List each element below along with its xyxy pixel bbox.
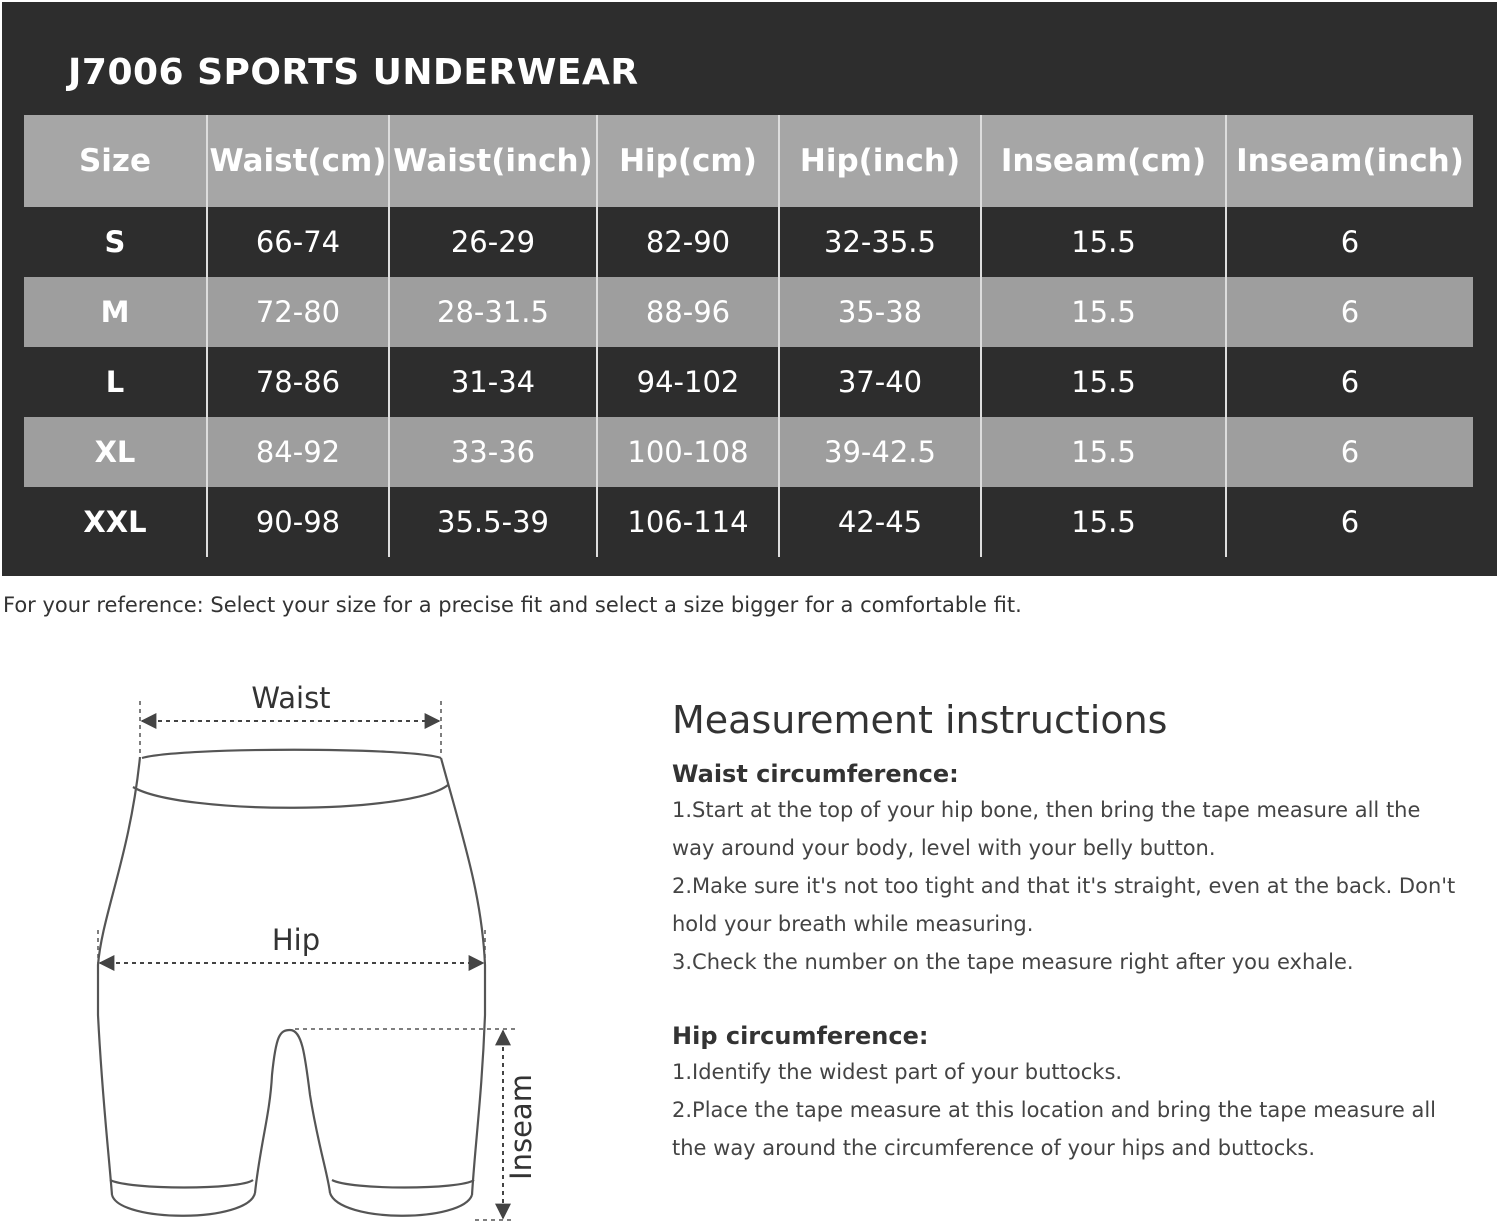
waist-circumference-title: Waist circumference:: [672, 760, 959, 788]
shorts-outline: [98, 750, 485, 1216]
table-row: [24, 417, 1473, 487]
instruction-line: the way around the circumference of your hips and buttocks.: [672, 1136, 1316, 1160]
header-hip-inch: Hip(inch): [779, 115, 981, 207]
size-cell: XXL: [24, 487, 207, 557]
table-row: [24, 487, 1473, 557]
size-table: [24, 115, 1473, 557]
table-cell: 78-86: [207, 347, 389, 417]
table-row: [24, 277, 1473, 347]
table-cell: 15.5: [981, 277, 1226, 347]
table-cell: 90-98: [207, 487, 389, 557]
header-inseam-cm: Inseam(cm): [981, 115, 1226, 207]
table-cell: 6: [1226, 417, 1473, 487]
waist-measure: [140, 681, 441, 757]
hip-circumference-title: Hip circumference:: [672, 1022, 929, 1050]
section-spacer: [672, 981, 1492, 1019]
table-cell: 82-90: [597, 207, 779, 277]
table-cell: 39-42.5: [779, 417, 981, 487]
table-cell: 28-31.5: [389, 277, 597, 347]
instructions-heading: Measurement instructions: [672, 698, 1168, 742]
instruction-line: 3.Check the number on the tape measure right after you exhale.: [672, 950, 1354, 974]
table-cell: 15.5: [981, 487, 1226, 557]
instruction-line: way around your body, level with your belly button.: [672, 836, 1216, 860]
hip-measure: [98, 923, 485, 975]
instruction-line: hold your breath while measuring.: [672, 912, 1034, 936]
header-hip-cm: Hip(cm): [597, 115, 779, 207]
table-cell: 94-102: [597, 347, 779, 417]
header-size: Size: [24, 115, 207, 207]
reference-note: For your reference: Select your size for a precise fit and select a size bigger for a comfortable fit.: [3, 593, 1022, 617]
instruction-line: 1.Identify the widest part of your buttocks.: [672, 1060, 1123, 1084]
table-cell: 15.5: [981, 207, 1226, 277]
table-cell: 33-36: [389, 417, 597, 487]
header-waist-cm: Waist(cm): [207, 115, 389, 207]
table-cell: 72-80: [207, 277, 389, 347]
table-cell: 15.5: [981, 417, 1226, 487]
instruction-line: 2.Make sure it's not too tight and that it's straight, even at the back. Don't: [672, 874, 1456, 898]
size-cell: L: [24, 347, 207, 417]
header-waist-inch: Waist(inch): [389, 115, 597, 207]
table-cell: 88-96: [597, 277, 779, 347]
table-cell: 66-74: [207, 207, 389, 277]
table-cell: 6: [1226, 277, 1473, 347]
hip-label: Hip: [271, 923, 321, 957]
table-cell: 100-108: [597, 417, 779, 487]
table-cell: 84-92: [207, 417, 389, 487]
instruction-line: 1.Start at the top of your hip bone, then bring the tape measure all the: [672, 798, 1421, 822]
table-cell: 32-35.5: [779, 207, 981, 277]
size-cell: M: [24, 277, 207, 347]
table-cell: 6: [1226, 487, 1473, 557]
table-cell: 6: [1226, 347, 1473, 417]
table-cell: 15.5: [981, 347, 1226, 417]
size-chart-panel: [2, 2, 1497, 576]
size-cell: S: [24, 207, 207, 277]
chart-title: J7006 SPORTS UNDERWEAR: [68, 52, 639, 93]
measurement-instructions: [672, 698, 1492, 1167]
table-cell: 106-114: [597, 487, 779, 557]
table-cell: 35-38: [779, 277, 981, 347]
table-cell: 35.5-39: [389, 487, 597, 557]
table-cell: 37-40: [779, 347, 981, 417]
size-cell: XL: [24, 417, 207, 487]
shorts-measurement-diagram: [90, 675, 538, 1225]
table-cell: 31-34: [389, 347, 597, 417]
table-header-row: [24, 115, 1473, 207]
inseam-label: Inseam: [504, 1074, 538, 1180]
table-row: [24, 347, 1473, 417]
table-cell: 6: [1226, 207, 1473, 277]
table-cell: 42-45: [779, 487, 981, 557]
instruction-line: 2.Place the tape measure at this location and bring the tape measure all: [672, 1098, 1437, 1122]
header-inseam-inch: Inseam(inch): [1226, 115, 1473, 207]
table-row: [24, 207, 1473, 277]
waist-label: Waist: [251, 681, 331, 715]
table-cell: 26-29: [389, 207, 597, 277]
inseam-measure: [295, 1029, 538, 1220]
